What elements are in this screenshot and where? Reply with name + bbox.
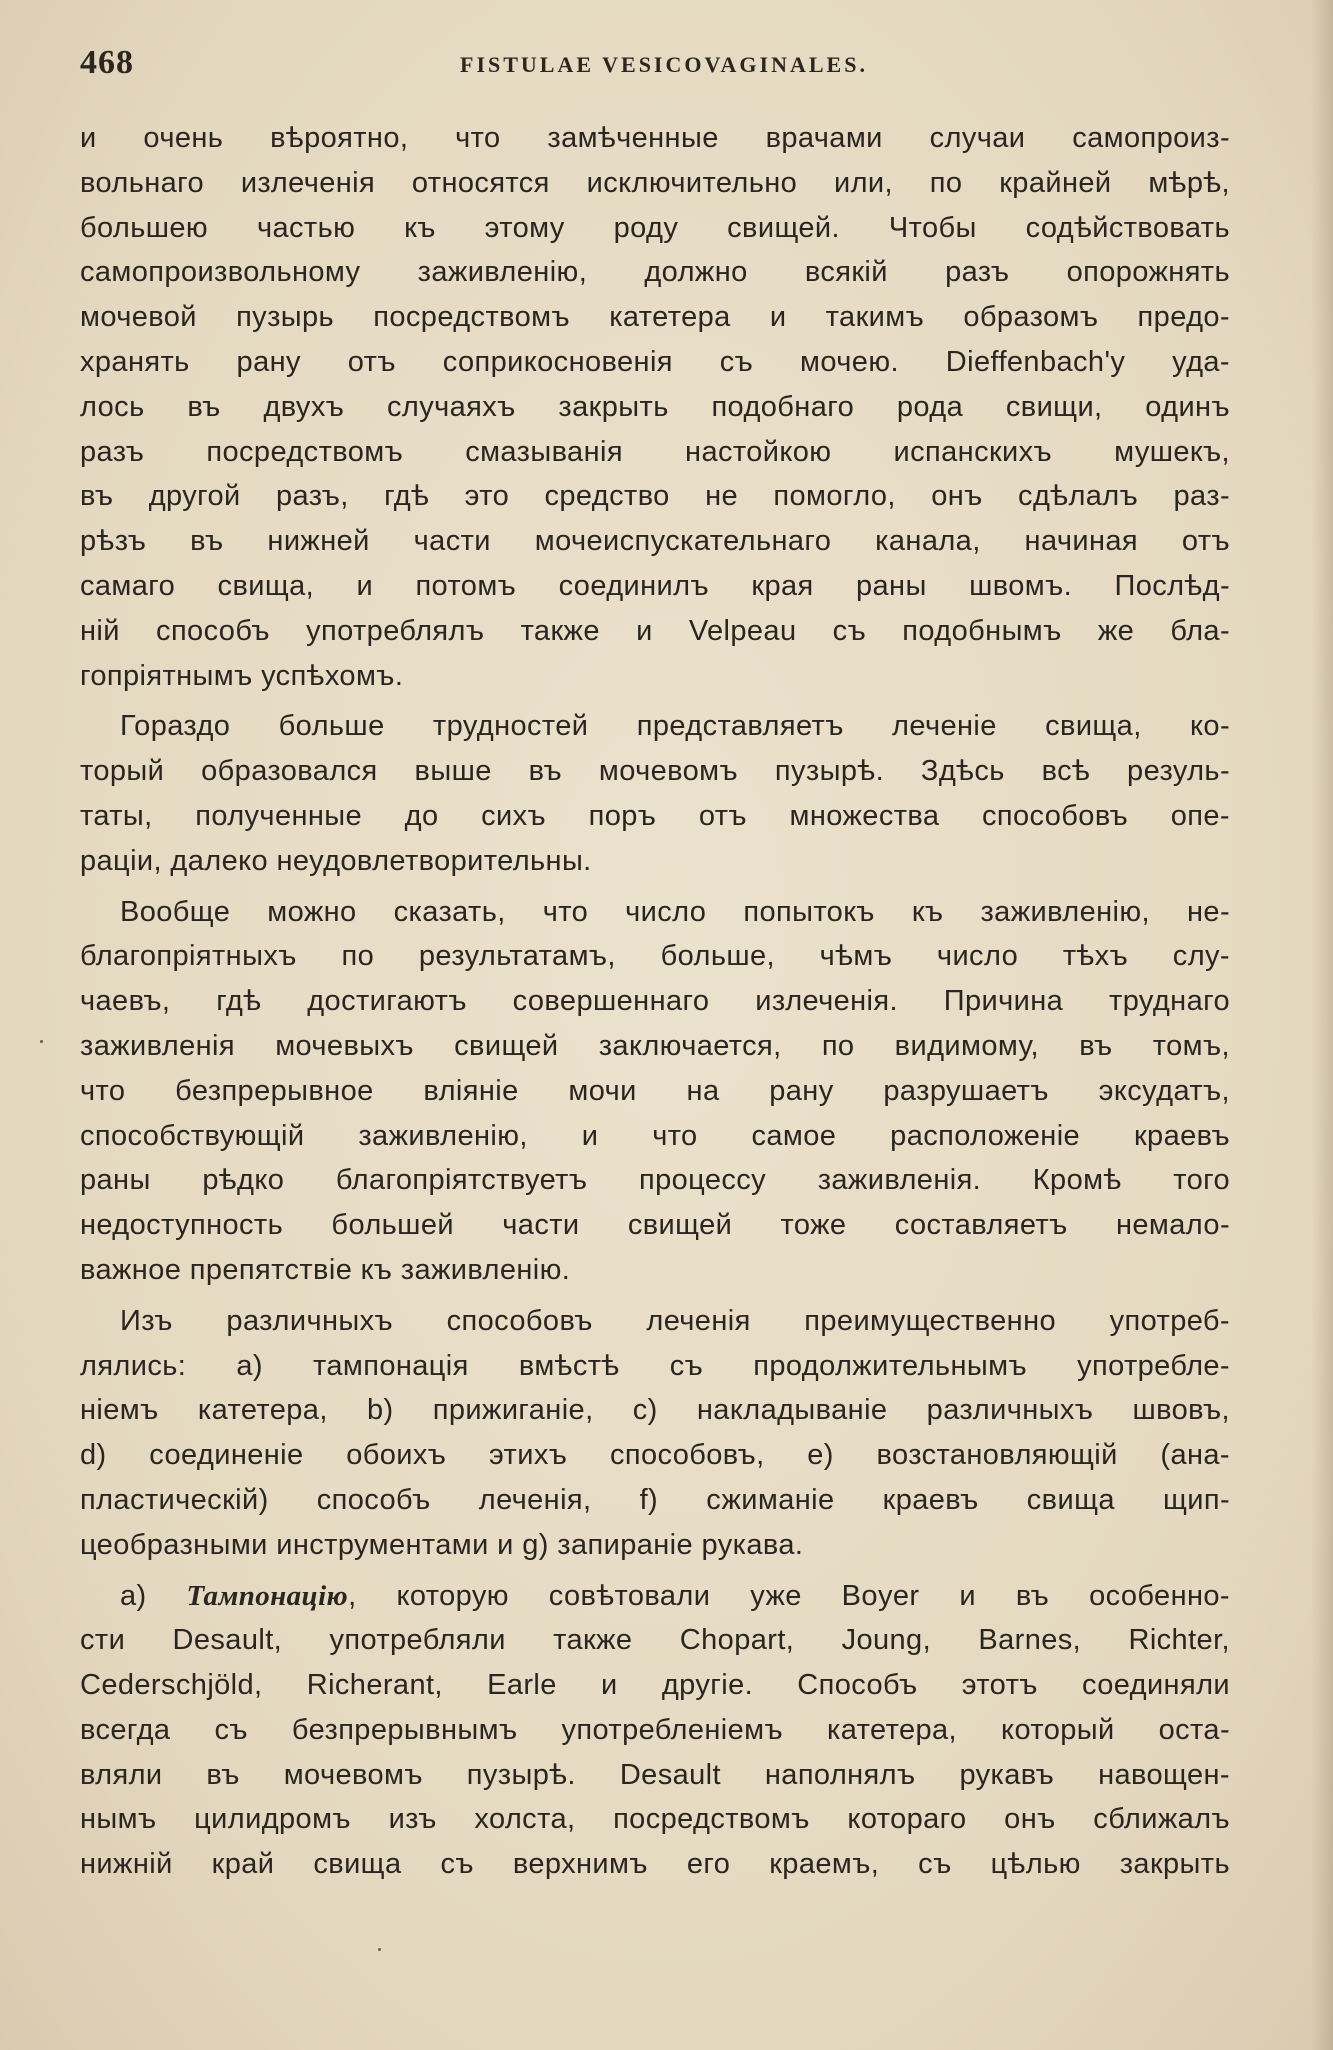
text-line: способствующій заживленію, и что самое расположеніе краевъ xyxy=(80,1119,1230,1152)
text-line: самаго свища, и потомъ соединилъ края раны швомъ. Послѣд- xyxy=(80,569,1230,602)
text-line: Cederschjöld, Richerant, Earle и другіе. Способъ этотъ соединяли xyxy=(80,1669,1230,1702)
text-line: заживленія мочевыхъ свищей заключается, по видимому, въ томъ, xyxy=(80,1029,1230,1062)
text-line: Изъ различныхъ способовъ леченія преимущественно употреб- xyxy=(120,1304,1230,1337)
text-line: сти Desault, употребляли также Chopart, Joung, Barnes, Richter, xyxy=(80,1624,1230,1657)
term-emphasis: Тампонацію xyxy=(186,1579,349,1612)
text-line: пластическій) способъ леченія, f) сжиманіе краевъ свища щип- xyxy=(80,1483,1230,1516)
text-line: разъ посредствомъ смазыванія настойкою испанскихъ мушекъ, xyxy=(80,435,1230,468)
text-line: что безпрерывное вліяніе мочи на рану разрушаетъ эксудатъ, xyxy=(80,1074,1230,1107)
text-line: d) соединеніе обоихъ этихъ способовъ, e) возстановляющій (ана- xyxy=(80,1439,1230,1472)
page-edge-shadow xyxy=(1311,0,1333,2050)
text-line: и очень вѣроятно, что замѣченные врачами случаи самопроиз- xyxy=(80,122,1230,154)
text-line: торый образовался выше въ мочевомъ пузырѣ. Здѣсь всѣ резуль- xyxy=(80,755,1230,788)
text-line: недоступность большей части свищей тоже составляетъ немало- xyxy=(80,1209,1230,1242)
text-line: ніемъ катетера, b) прижиганіе, c) накладываніе различныхъ швовъ, xyxy=(80,1394,1230,1427)
text-line: вляли въ мочевомъ пузырѣ. Desault наполнялъ рукавъ навощен- xyxy=(80,1758,1230,1791)
text-line: ній способъ употреблялъ также и Velpeau съ подобнымъ же бла- xyxy=(80,614,1230,647)
text-line: лось въ двухъ случаяхъ закрыть подобнаго рода свищи, одинъ xyxy=(80,390,1230,423)
text-line: нижній край свища съ верхнимъ его краемъ, съ цѣлью закрыть xyxy=(80,1848,1230,1881)
text-line: хранять рану отъ соприкосновенія съ мочею. Dieffenbach'у уда- xyxy=(80,345,1230,378)
paper-speck xyxy=(40,1040,43,1043)
text-line: вольнаго излеченія относятся исключительно или, по крайней мѣрѣ, xyxy=(80,166,1230,199)
text-line xyxy=(80,1574,1230,1619)
text-line: Гораздо больше трудностей представляетъ леченіе свища, ко- xyxy=(120,710,1230,743)
text-line: самопроизвольному заживленію, должно всякій разъ опорожнять xyxy=(80,256,1230,289)
list-marker: a) xyxy=(120,1579,187,1612)
text-line: цеобразными инструментами и g) запираніе рукава. xyxy=(80,1528,804,1561)
text-line: нымъ цилидромъ изъ холста, посредствомъ котораго онъ сближалъ xyxy=(80,1803,1230,1836)
paper-speck xyxy=(378,1948,381,1951)
text-line: чаевъ, гдѣ достигаютъ совершеннаго излеченія. Причина труднаго xyxy=(80,985,1230,1018)
text-line: всегда съ безпрерывнымъ употребленіемъ катетера, который оста- xyxy=(80,1713,1230,1746)
page-number: 468 xyxy=(80,44,134,81)
text-line: рѣзъ въ нижней части мочеиспускательнаго канала, начиная отъ xyxy=(80,525,1230,558)
body-text xyxy=(80,116,1230,1887)
text-line: благопріятныхъ по результатамъ, больше, чѣмъ число тѣхъ слу- xyxy=(80,940,1230,973)
text-line: важное препятствіе къ заживленію. xyxy=(80,1253,571,1286)
running-head xyxy=(80,44,1240,84)
text-line: Вообще можно сказать, что число попытокъ къ заживленію, не- xyxy=(120,895,1230,928)
text-line: таты, полученные до сихъ поръ отъ множества способовъ опе- xyxy=(80,799,1230,832)
text-line: мочевой пузырь посредствомъ катетера и такимъ образомъ предо- xyxy=(80,301,1230,334)
text-line: большею частью къ этому роду свищей. Чтобы содѣйствовать xyxy=(80,211,1230,244)
text-line: гопріятнымъ успѣхомъ. xyxy=(80,659,404,692)
text-line: лялись: a) тампонація вмѣстѣ съ продолжительнымъ употребле- xyxy=(80,1349,1230,1382)
running-title: FISTULAE VESICOVAGINALES. xyxy=(460,52,868,77)
text-line: раны рѣдко благопріятствуетъ процессу заживленія. Кромѣ того xyxy=(80,1164,1230,1197)
text-line: въ другой разъ, гдѣ это средство не помогло, онъ сдѣлалъ раз- xyxy=(80,480,1230,513)
text-line: раціи, далеко неудовлетворительны. xyxy=(80,844,592,877)
text-fragment: , которую совѣтовали уже Boyer и въ особенно- xyxy=(348,1579,1230,1612)
